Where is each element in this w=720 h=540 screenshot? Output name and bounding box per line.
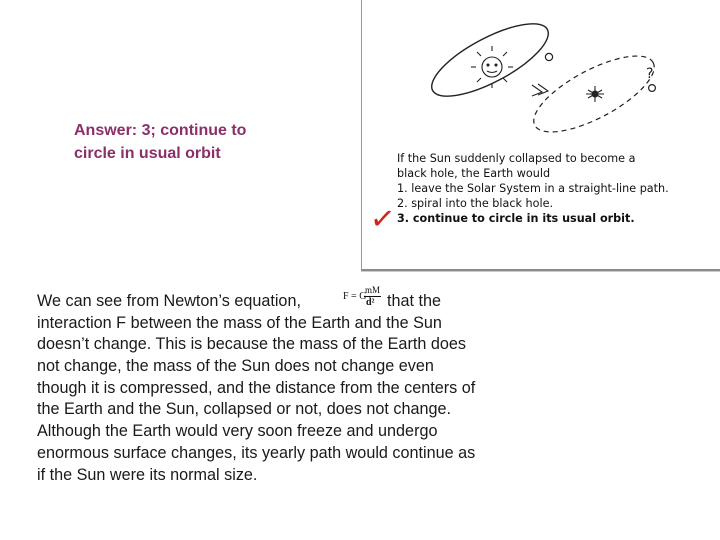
sun-icon xyxy=(471,46,513,88)
checkmark-icon: ✓ xyxy=(368,200,397,239)
answer-line-2: circle in usual orbit xyxy=(74,145,221,162)
paragraph-line: though it is compressed, and the distance from the centers of xyxy=(37,378,476,397)
option-1: 1. leave the Solar System in a straight-line path. xyxy=(397,182,669,195)
option-2: 2. spiral into the black hole. xyxy=(397,197,554,210)
paragraph-line-1 xyxy=(37,291,537,313)
explanation-paragraph xyxy=(37,291,537,486)
orbit-figure xyxy=(361,0,720,271)
paragraph-line: not change, the mass of the Sun does not change even xyxy=(37,357,434,376)
black-hole-icon xyxy=(586,86,604,102)
answer-line-1: Answer: 3; continue to xyxy=(74,122,247,139)
paragraph-line: interaction F between the mass of the Earth and the Sun xyxy=(37,313,442,332)
paragraph-line: the Earth and the Sun, collapsed or not, does not change. xyxy=(37,400,451,419)
earth-icon xyxy=(545,53,552,60)
question-line: black hole, the Earth would xyxy=(397,167,551,180)
normal-orbit xyxy=(422,10,557,110)
formula-denominator: d² xyxy=(366,297,375,308)
uncertain-earth-icon xyxy=(646,66,655,91)
formula-numerator: mM xyxy=(365,285,381,295)
question-mark: ? xyxy=(646,66,654,82)
answer-text xyxy=(74,119,334,165)
arrow-icon xyxy=(532,84,548,96)
question-text xyxy=(397,151,707,226)
option-3-correct: 3. continue to circle in its usual orbit. xyxy=(397,212,635,225)
paragraph-line: if the Sun were its normal size. xyxy=(37,465,258,484)
paragraph-line: enormous surface changes, its yearly path would continue as xyxy=(37,443,476,462)
paragraph-line: doesn’t change. This is because the mass of the Earth does xyxy=(37,335,466,354)
question-line: If the Sun suddenly collapsed to become a xyxy=(397,152,636,165)
paragraph-line: Although the Earth would very soon freeze and undergo xyxy=(37,422,438,441)
paragraph-text: that the xyxy=(386,292,441,310)
paragraph-text: We can see from Newton’s equation, xyxy=(37,292,301,310)
orbit-illustration xyxy=(362,0,720,150)
formula-lhs: F = G xyxy=(343,291,367,302)
